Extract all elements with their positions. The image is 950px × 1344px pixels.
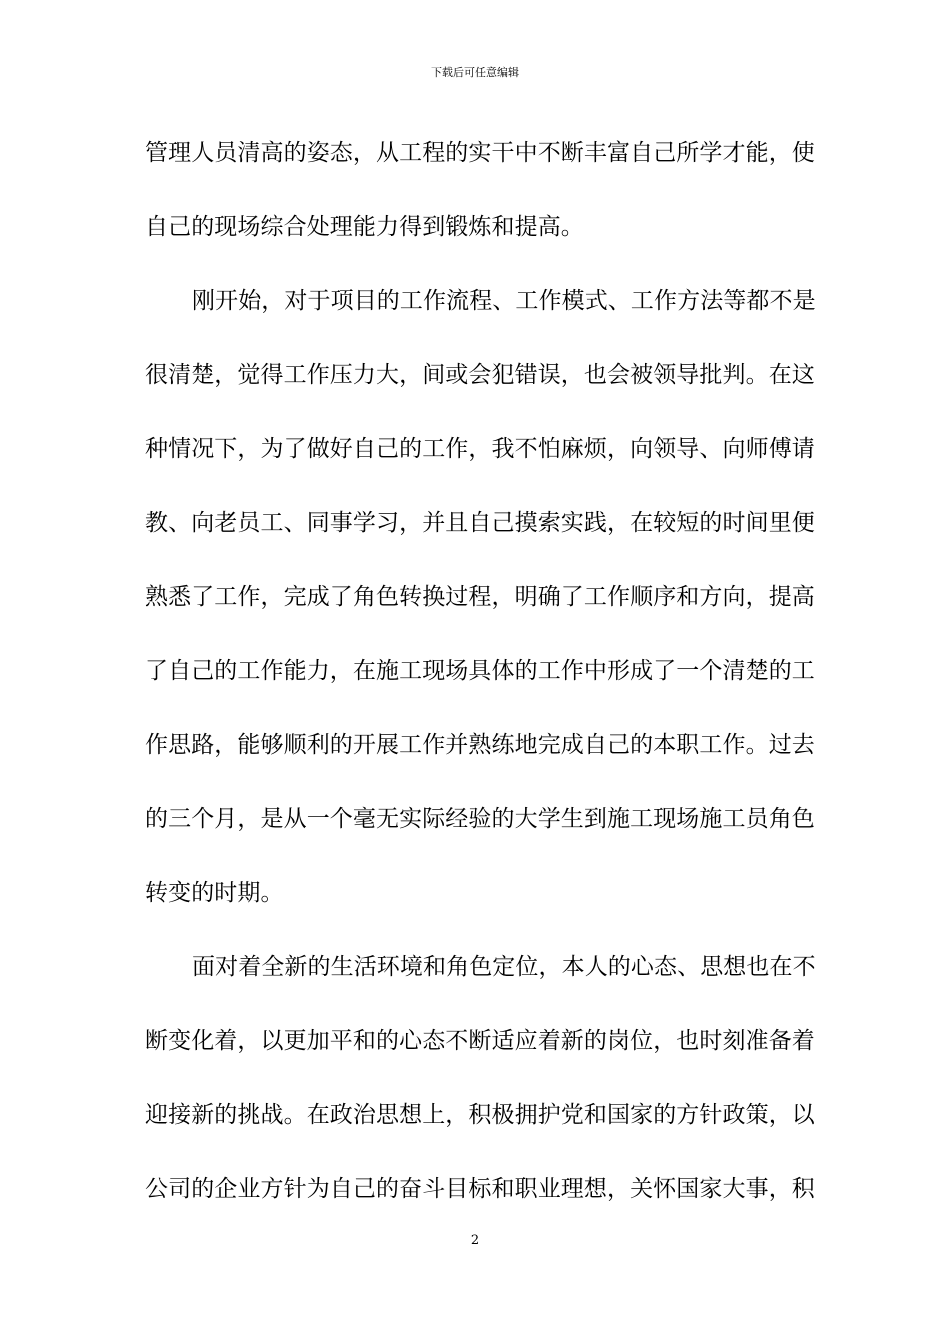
text-line: 公司的企业方针为自己的奋斗目标和职业理想，关怀国家大事，积 (145, 1176, 815, 1202)
text-line: 作思路，能够顺利的开展工作并熟练地完成自己的本职工作。过去 (145, 732, 815, 758)
text-line: 转变的时期。 (145, 880, 284, 906)
text-line: 种情况下，为了做好自己的工作，我不怕麻烦，向领导、向师傅请 (145, 436, 815, 462)
page-header: 下载后可任意编辑 (431, 66, 519, 79)
text-line: 很清楚，觉得工作压力大，间或会犯错误，也会被领导批判。在这 (145, 362, 815, 388)
paragraph-first-line: 面对着全新的生活环境和角色定位，本人的心态、思想也在不 (192, 954, 816, 980)
text-line: 教、向老员工、同事学习，并且自己摸索实践，在较短的时间里便 (145, 510, 815, 536)
text-line: 熟悉了工作，完成了角色转换过程，明确了工作顺序和方向，提高 (145, 584, 815, 610)
text-line: 迎接新的挑战。在政治思想上，积极拥护党和国家的方针政策，以 (145, 1102, 815, 1128)
text-line: 自己的现场综合处理能力得到锻炼和提高。 (145, 214, 584, 240)
paragraph-first-line: 刚开始，对于项目的工作流程、工作模式、工作方法等都不是 (192, 288, 816, 314)
page-number: 2 (470, 1233, 480, 1248)
text-line: 断变化着，以更加平和的心态不断适应着新的岗位，也时刻准备着 (145, 1028, 815, 1054)
text-line: 的三个月，是从一个毫无实际经验的大学生到施工现场施工员角色 (145, 806, 815, 832)
text-line: 了自己的工作能力，在施工现场具体的工作中形成了一个清楚的工 (145, 658, 815, 684)
text-line: 管理人员清高的姿态，从工程的实干中不断丰富自己所学才能，使 (145, 140, 815, 166)
